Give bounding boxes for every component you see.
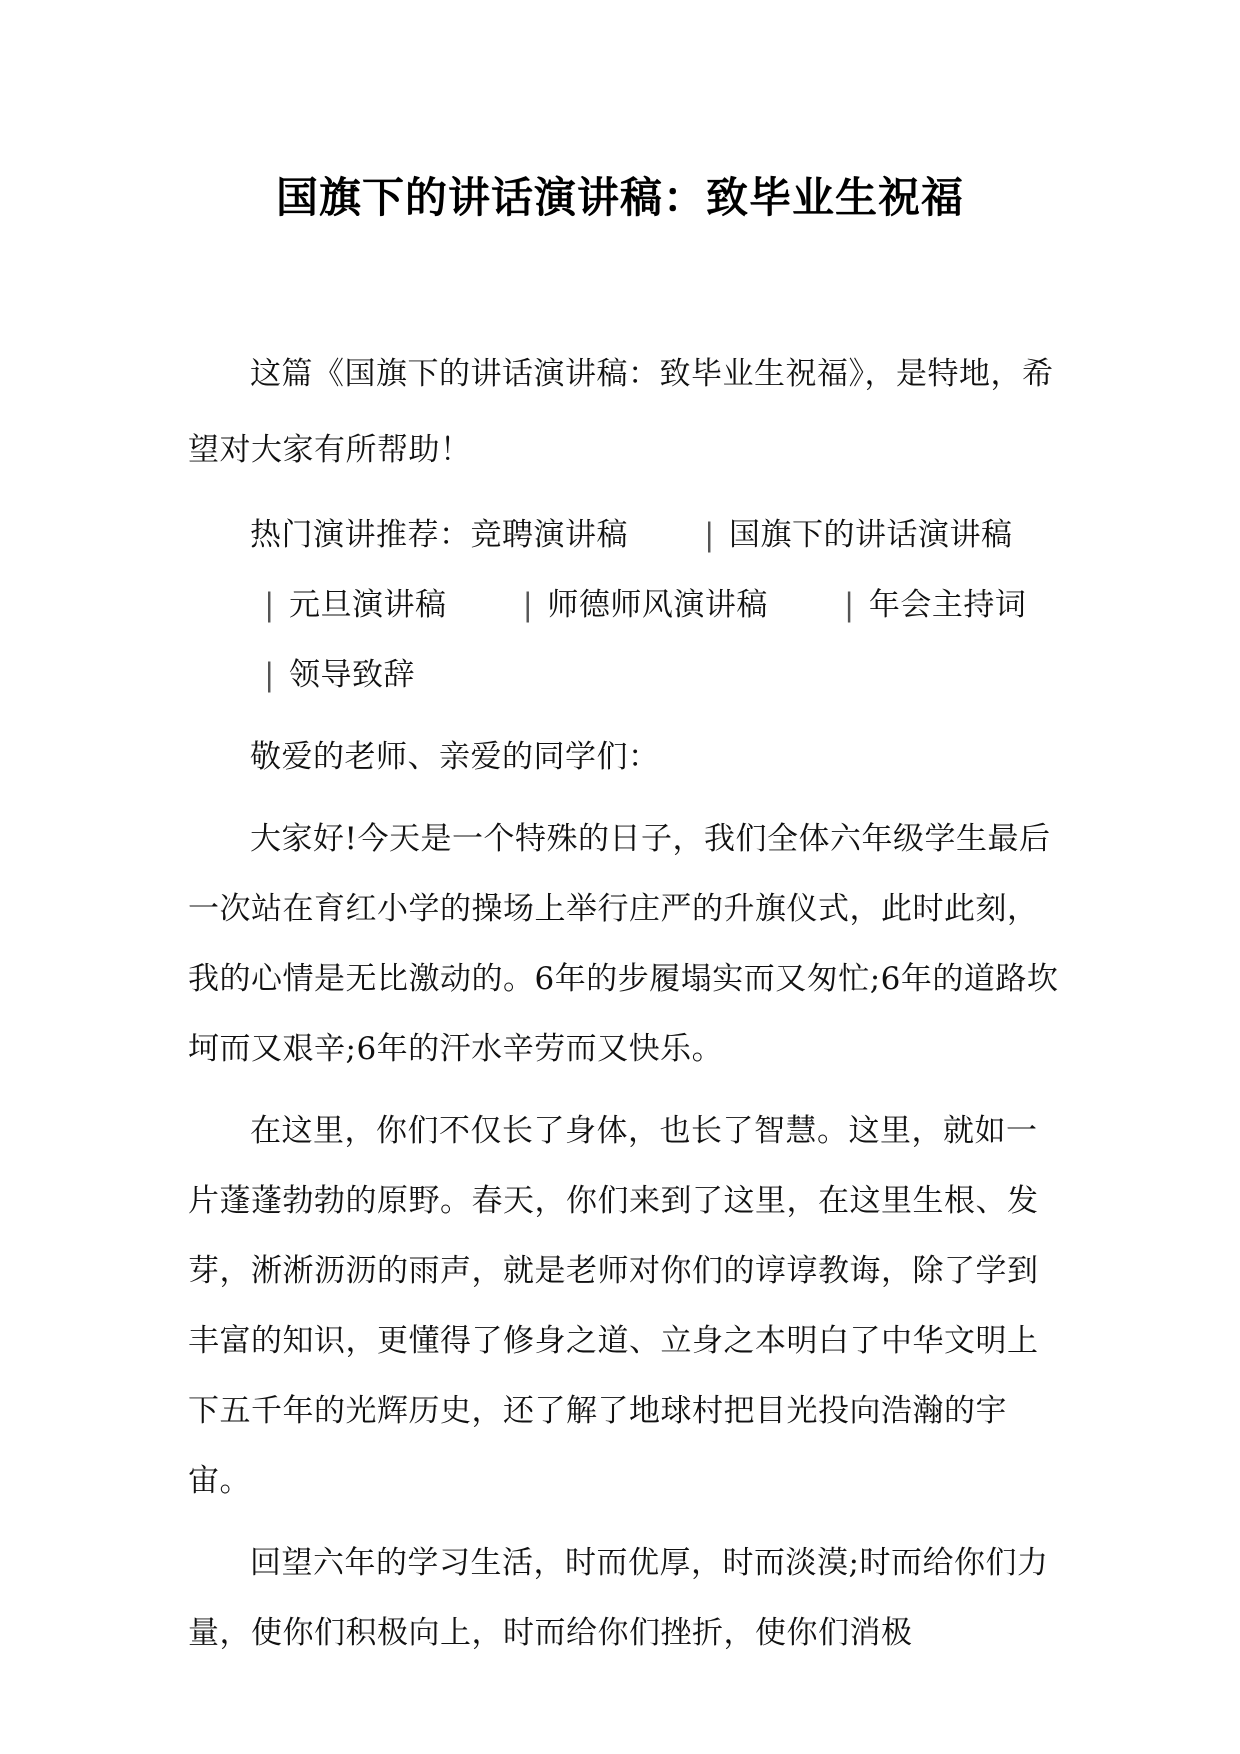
hot-link-leader-speech[interactable]: 领导致辞: [288, 657, 415, 693]
link-separator: |: [264, 587, 275, 623]
hot-label: 热门演讲推荐：: [250, 517, 471, 553]
hot-link-teacher-ethics-speech[interactable]: 师德师风演讲稿: [547, 587, 768, 623]
document-title: 国旗下的讲话演讲稿：致毕业生祝福: [275, 173, 964, 222]
body-paragraph: 大家好!今天是一个特殊的日子，我们全体六年级学生最后一次站在育红小学的操场上举行庄严的升旗仪式，此时此刻，我的心情是无比激动的。6年的步履塌实而又匆忙;6年的道路坎坷而又艰辛;6年的汗水辛劳而又快乐。: [188, 821, 1059, 1067]
link-separator: |: [843, 587, 855, 623]
body-paragraph: 回望六年的学习生活，时而优厚，时而淡漠;时而给你们力量，使你们积极向上，时而给你们挫折，使你们消极: [188, 1545, 1049, 1651]
document-body: [188, 336, 1060, 1680]
link-separator: |: [264, 657, 275, 693]
greeting: 敬爱的老师、亲爱的同学们：: [250, 739, 660, 775]
link-separator: |: [704, 517, 715, 553]
hot-link-annual-host-script[interactable]: 年会主持词: [868, 587, 1027, 623]
link-separator: |: [522, 587, 534, 623]
hot-link-flag-speech[interactable]: 国旗下的讲话演讲稿: [728, 517, 1013, 553]
hot-link-new-year-speech[interactable]: 元旦演讲稿: [288, 587, 447, 623]
hot-speech-recommendations: [188, 500, 1060, 710]
hot-link-competition-speech[interactable]: 竞聘演讲稿: [470, 517, 628, 553]
intro-paragraph: 这篇《国旗下的讲话演讲稿：致毕业生祝福》，是特地，希望对大家有所帮助！: [188, 356, 1054, 468]
body-paragraph: 在这里，你们不仅长了身体，也长了智慧。这里，就如一片蓬蓬勃勃的原野。春天，你们来到了这里，在这里生根、发芽，淅淅沥沥的雨声，就是老师对你们的谆谆教诲，除了学到丰富的知识，更懂得了修身之道、立身之本明白了中华文明上下五千年的光辉历史，还了解了地球村把目光投向浩瀚的宇宙。: [188, 1113, 1039, 1499]
